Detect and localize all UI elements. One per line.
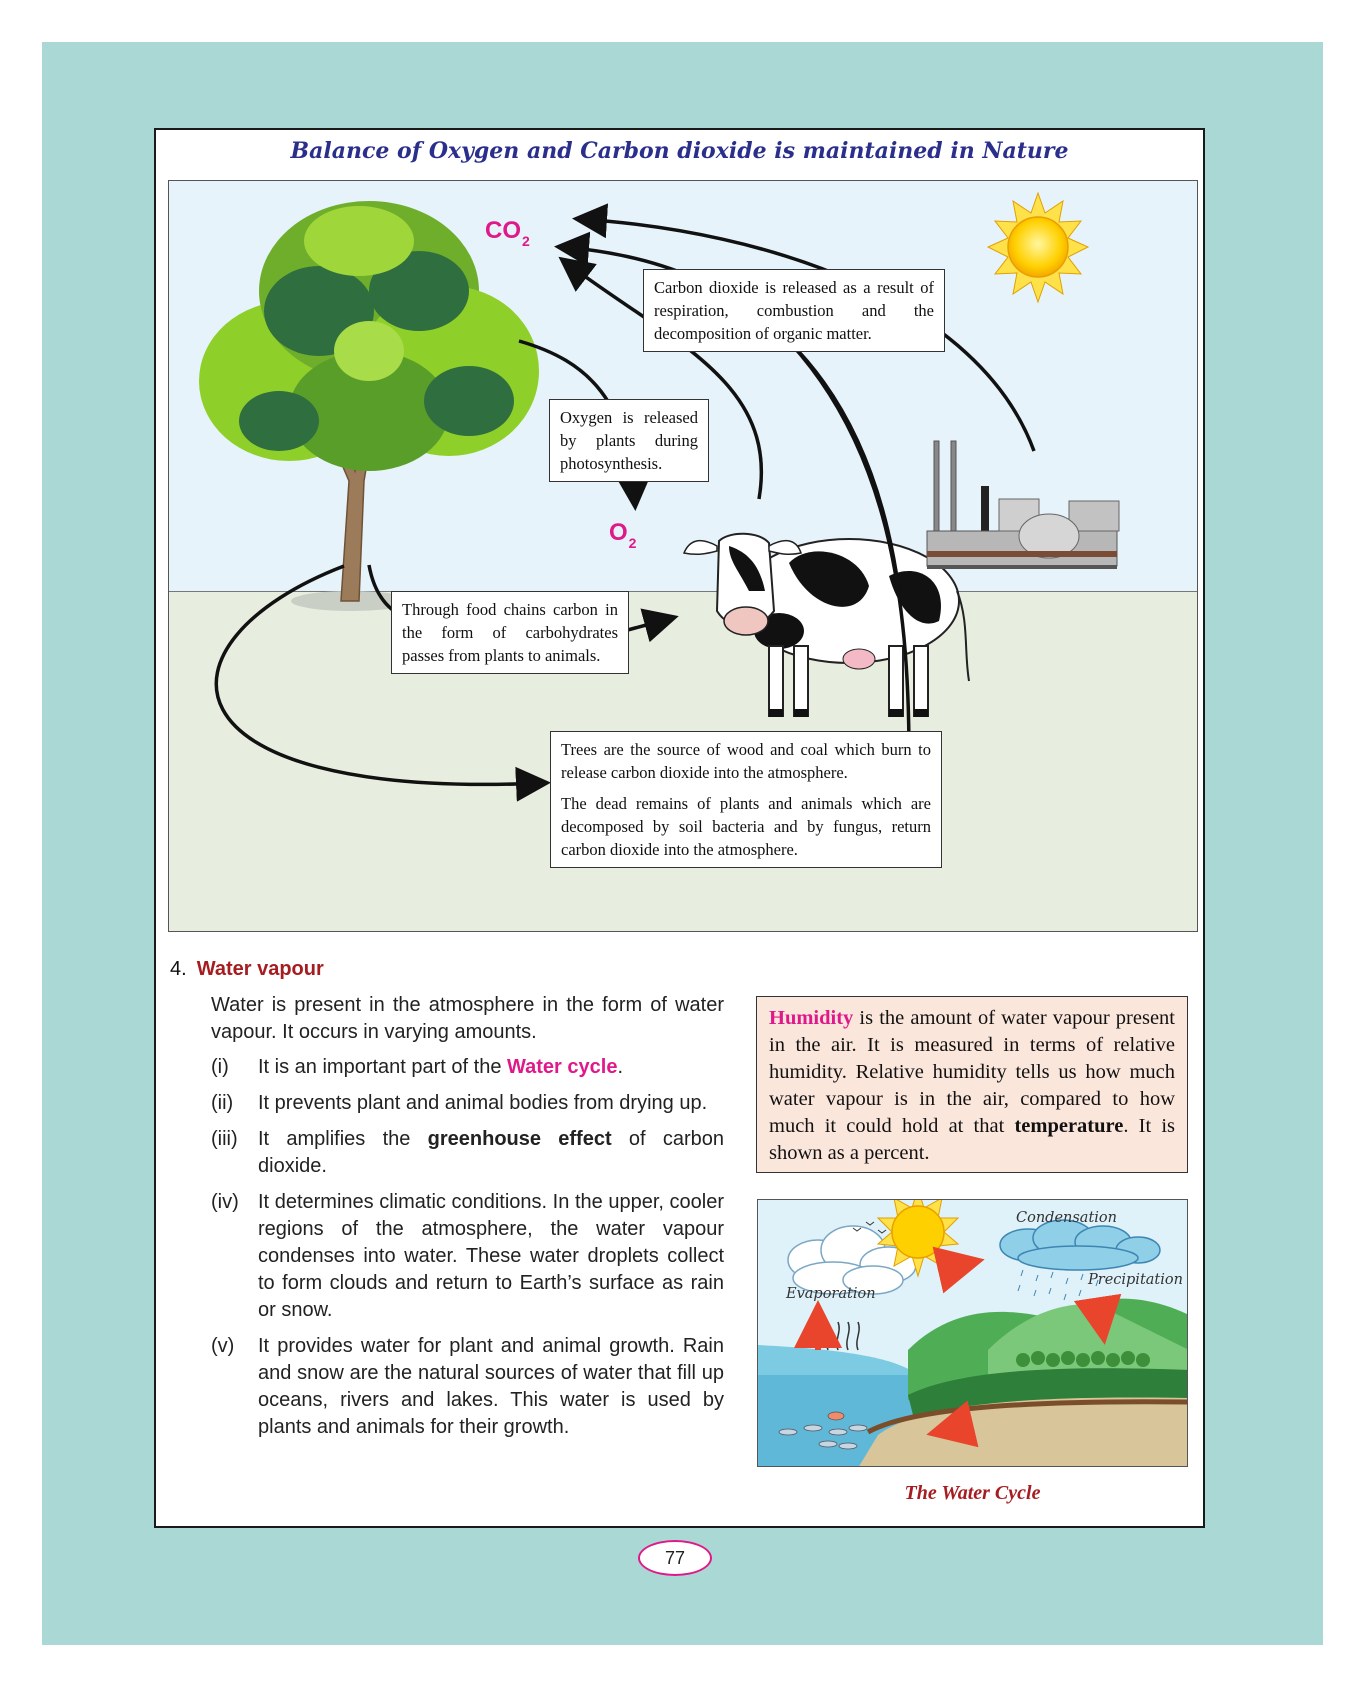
humidity-definition-box: Humidity is the amount of water vapour present in the air. It is measured in terms of relative humidity. Relative humidity tells us how much water vapour is in the air, compared to how much it could hold at that temperature. It is shown as a percent. — [756, 996, 1188, 1173]
temperature-term: temperature — [1014, 1115, 1124, 1137]
water-cycle-term: Water cycle — [507, 1056, 618, 1078]
textbook-page — [154, 128, 1205, 1528]
page-number: 77 — [638, 1540, 712, 1576]
note-trees-p1: Trees are the source of wood and coal which burn to release carbon dioxide into the atmosphere. — [561, 740, 931, 782]
water-cycle-illustration — [757, 1199, 1188, 1467]
sun-icon — [988, 193, 1088, 302]
precipitation-label: Precipitation — [1088, 1272, 1183, 1288]
water-cycle-caption: The Water Cycle — [904, 1482, 1041, 1504]
o2-label: $O_2$ — [609, 519, 637, 551]
list-item: (ii) It prevents plant and animal bodies from drying up. — [211, 1092, 708, 1114]
page-title: Balance of Oxygen and Carbon dioxide is maintained in Nature — [290, 138, 1069, 164]
tree-icon — [199, 201, 539, 611]
greenhouse-effect-term: greenhouse effect — [427, 1128, 612, 1150]
section-title: Water vapour — [196, 958, 324, 980]
note-trees-p2: The dead remains of plants and animals which are decomposed by soil bacteria and by fungus, return carbon dioxide into the atmosphere. — [561, 794, 931, 859]
cow-icon — [684, 534, 969, 717]
note-co2-release: Carbon dioxide is released as a result of respiration, combustion and the decomposition of organic matter. — [643, 269, 945, 352]
condensation-label: Condensation — [1016, 1210, 1117, 1226]
section-heading — [170, 958, 324, 981]
water-cycle-drawing — [758, 1200, 1188, 1467]
humidity-term: Humidity — [769, 1007, 854, 1029]
section-intro: Water is present in the atmosphere in the form of water vapour. It occurs in varying amounts. — [211, 994, 724, 1043]
section-body — [211, 992, 724, 1450]
carbon-oxygen-cycle-diagram — [168, 180, 1198, 932]
list-item: (i) It is an important part of the Water cycle. — [211, 1056, 624, 1078]
evaporation-label: Evaporation — [786, 1286, 876, 1302]
list-item: (v) It provides water for plant and animal growth. Rain and snow are the natural sources of water that fill up oceans, rivers and lakes. This water is used by plants and animals for their growth. — [211, 1335, 724, 1438]
list-item: (iv) It determines climatic conditions. In the upper, cooler regions of the atmosphere, the water vapour condenses into water. These water droplets collect to form clouds and return to Earth’s surface as rain or snow. — [211, 1191, 724, 1321]
co2-label: $CO_2$ — [485, 217, 530, 249]
note-trees-decomposition — [550, 731, 942, 868]
section-number: 4. — [170, 958, 187, 980]
note-food-chain: Through food chains carbon in the form of carbohydrates passes from plants to animals. — [391, 591, 629, 674]
list-item: (iii) It amplifies the greenhouse effect of carbon dioxide. — [211, 1128, 724, 1177]
factory-icon — [927, 441, 1119, 569]
note-oxygen-release: Oxygen is released by plants during photosynthesis. — [549, 399, 709, 482]
